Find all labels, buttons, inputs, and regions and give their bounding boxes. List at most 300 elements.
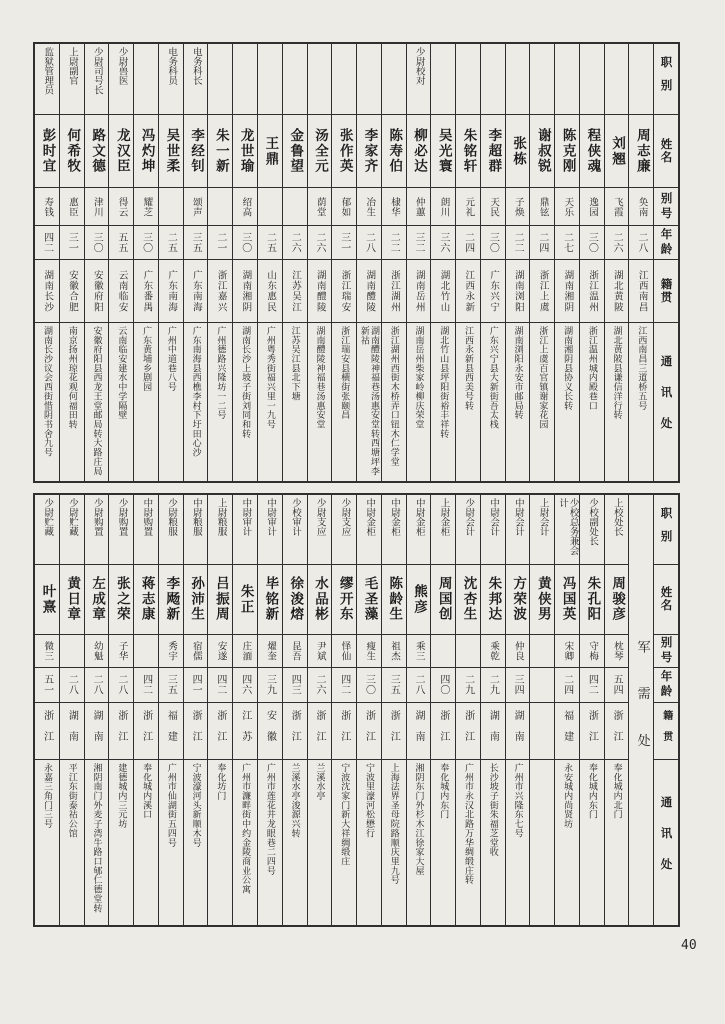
person-address: 永嘉三角门三号 <box>42 763 53 829</box>
age-cell <box>357 668 381 703</box>
person-column <box>133 44 158 481</box>
age-cell <box>258 226 282 260</box>
person-age: 三〇 <box>239 231 251 254</box>
title-cell <box>184 495 208 565</box>
title-cell <box>629 44 653 115</box>
person-age: 二九 <box>487 674 499 696</box>
name-cell <box>605 115 629 188</box>
person-age: 二五 <box>165 231 177 254</box>
person-alias: 朗川 <box>438 196 450 217</box>
origin-cell <box>605 703 629 760</box>
person-name: 路文德 <box>89 127 106 175</box>
person-age: 三〇 <box>586 231 598 254</box>
address-cell <box>332 760 356 925</box>
origin-cell <box>283 703 307 760</box>
person-origin: 浙江 <box>313 710 325 752</box>
person-name: 龙世瑜 <box>237 127 254 175</box>
person-column <box>554 495 579 925</box>
person-alias: 奂南 <box>636 196 648 217</box>
alias-cell <box>555 635 579 668</box>
alias-cell <box>407 635 431 668</box>
alias-cell <box>481 635 505 668</box>
title-cell <box>159 495 183 565</box>
person-age: 五一 <box>41 674 53 696</box>
person-origin: 广东南海 <box>166 269 178 313</box>
name-cell <box>85 565 109 635</box>
address-cell <box>258 323 282 481</box>
person-age: 二一 <box>214 231 226 254</box>
person-title: 中尉金柜 <box>389 498 400 536</box>
row-labels-column <box>653 495 678 925</box>
label-alias: 别号 <box>659 636 674 666</box>
age-cell <box>382 226 406 260</box>
label-address-cell <box>654 323 678 481</box>
address-cell <box>208 323 232 481</box>
person-title: 少校总务兼会计 <box>557 498 579 555</box>
person-age: 三〇 <box>487 231 499 254</box>
person-alias: 天乐 <box>562 196 574 217</box>
age-cell <box>580 668 604 703</box>
name-cell <box>283 565 307 635</box>
origin-cell <box>208 260 232 323</box>
title-cell <box>580 44 604 115</box>
address-cell <box>184 760 208 925</box>
name-cell <box>208 565 232 635</box>
person-name: 周国创 <box>435 576 452 623</box>
age-cell <box>283 668 307 703</box>
age-cell <box>109 668 133 703</box>
origin-cell <box>506 703 530 760</box>
title-cell <box>184 44 208 115</box>
alias-cell <box>357 635 381 668</box>
address-cell <box>605 760 629 925</box>
person-title: 中尉粮服 <box>190 498 202 536</box>
origin-cell <box>580 703 604 760</box>
address-cell <box>382 323 406 481</box>
person-address: 上海法界圣母院路顺庆里九号 <box>388 763 399 885</box>
person-title: 少尉司号长 <box>91 47 103 95</box>
person-address: 湖南岳州柴家岭柳庆荣堂 <box>413 326 424 429</box>
person-column <box>84 495 109 925</box>
address-cell <box>530 760 554 925</box>
label-origin-cell <box>654 260 678 323</box>
person-origin: 浙江 <box>190 710 202 752</box>
roster-table-bottom <box>33 493 680 927</box>
person-alias: 元礼 <box>463 196 475 217</box>
person-address: 永安城内尚贤坊 <box>562 763 573 829</box>
person-address: 江西永新县西美号转 <box>463 326 474 411</box>
age-cell <box>159 668 183 703</box>
name-cell <box>456 565 480 635</box>
address-cell <box>481 760 505 925</box>
person-age: 四〇 <box>437 674 449 696</box>
person-title: 上尉金柜 <box>438 498 450 536</box>
name-cell <box>629 115 653 188</box>
label-address-cell <box>654 760 678 925</box>
label-address: 通讯处 <box>659 795 674 890</box>
address-cell <box>357 760 381 925</box>
person-origin: 江西南昌 <box>636 269 648 313</box>
person-age: 四二 <box>41 231 53 254</box>
title-cell <box>134 44 158 115</box>
title-cell <box>258 495 282 565</box>
person-column <box>84 44 109 481</box>
person-address: 安徽府阳县西龙王堂邮局转大路庄局 <box>91 326 102 476</box>
person-name: 熊彦 <box>411 584 428 615</box>
person-alias: 瘦生 <box>364 641 376 661</box>
title-cell <box>481 44 505 115</box>
address-cell <box>283 323 307 481</box>
label-name-cell <box>654 115 678 188</box>
person-alias: 乘乾 <box>488 641 500 661</box>
person-name: 吴世柔 <box>163 127 180 175</box>
page-number: 40 <box>681 938 697 953</box>
address-cell <box>481 323 505 481</box>
person-origin: 广东兴宁 <box>488 269 500 313</box>
person-alias: 枕琴 <box>611 641 623 661</box>
alias-cell <box>85 635 109 668</box>
person-column <box>307 44 332 481</box>
title-cell <box>35 44 59 115</box>
address-cell <box>35 323 59 481</box>
alias-cell <box>134 635 158 668</box>
person-origin: 江苏 <box>239 710 251 752</box>
person-age: 三五 <box>388 674 400 696</box>
alias-cell <box>431 635 455 668</box>
age-cell <box>555 668 579 703</box>
origin-cell <box>481 260 505 323</box>
person-name: 吕振周 <box>212 576 229 623</box>
person-column <box>257 44 282 481</box>
name-cell <box>382 565 406 635</box>
person-title: 少尉兽医 <box>116 47 128 85</box>
person-alias: 守梅 <box>587 641 599 661</box>
person-origin: 浙江 <box>462 710 474 752</box>
person-address: 江西南昌三道桥五号 <box>636 326 647 411</box>
address-cell <box>85 760 109 925</box>
person-origin: 湖南 <box>487 710 499 752</box>
person-name: 陈龄生 <box>386 576 403 623</box>
person-column <box>480 44 505 481</box>
label-title: 职别 <box>659 506 674 553</box>
address-cell <box>580 760 604 925</box>
origin-cell <box>109 703 133 760</box>
alias-cell <box>530 635 554 668</box>
name-cell <box>407 115 431 188</box>
person-column <box>59 495 84 925</box>
address-cell <box>407 323 431 481</box>
title-cell <box>332 495 356 565</box>
person-column <box>232 44 257 481</box>
person-age: 三五 <box>190 231 202 254</box>
title-cell <box>85 44 109 115</box>
title-cell <box>283 44 307 115</box>
person-title: 上尉会计 <box>537 498 549 536</box>
name-cell <box>332 115 356 188</box>
age-cell <box>555 226 579 260</box>
person-origin: 湖南 <box>413 710 425 752</box>
alias-cell <box>109 188 133 226</box>
person-origin: 浙江 <box>289 710 301 752</box>
age-cell <box>35 226 59 260</box>
alias-cell <box>35 635 59 668</box>
age-cell <box>233 668 257 703</box>
person-name: 张作英 <box>336 127 353 175</box>
title-cell <box>283 495 307 565</box>
label-alias-cell <box>654 188 678 226</box>
title-cell <box>382 495 406 565</box>
person-column <box>529 495 554 925</box>
origin-cell <box>506 260 530 323</box>
person-column <box>554 44 579 481</box>
origin-cell <box>456 703 480 760</box>
age-cell <box>431 668 455 703</box>
person-age: 二六 <box>313 674 325 696</box>
title-cell <box>456 495 480 565</box>
person-title: 少尉会计 <box>463 498 475 536</box>
origin-cell <box>555 703 579 760</box>
alias-cell <box>382 188 406 226</box>
age-cell <box>208 226 232 260</box>
alias-cell <box>530 188 554 226</box>
origin-cell <box>208 703 232 760</box>
alias-cell <box>159 635 183 668</box>
address-cell <box>382 760 406 925</box>
name-cell <box>159 115 183 188</box>
person-origin: 福建 <box>165 710 177 752</box>
label-age: 年龄 <box>659 670 674 700</box>
title-cell <box>580 495 604 565</box>
person-alias: 天民 <box>488 196 500 217</box>
title-cell <box>134 495 158 565</box>
person-title: 中尉会计 <box>488 498 500 536</box>
person-origin: 安徽合肥 <box>67 269 79 313</box>
person-age: 四三 <box>289 674 301 696</box>
origin-cell <box>85 260 109 323</box>
person-column <box>455 44 480 481</box>
person-age: 二六 <box>313 231 325 254</box>
person-address: 奉化城内北门 <box>611 763 622 820</box>
origin-cell <box>431 703 455 760</box>
person-age: 四二 <box>214 674 226 696</box>
person-origin: 湖南 <box>91 710 103 752</box>
person-age: 三〇 <box>363 674 375 696</box>
person-origin: 安徽 <box>264 710 276 752</box>
origin-cell <box>530 260 554 323</box>
age-cell <box>109 226 133 260</box>
person-origin: 广东番禺 <box>141 269 153 313</box>
person-column <box>356 44 381 481</box>
person-origin: 湖南湘阴 <box>562 269 574 313</box>
alias-cell <box>60 635 84 668</box>
person-address: 奉化城内溪口 <box>141 763 152 820</box>
person-origin: 浙江 <box>140 710 152 752</box>
person-name: 黄日章 <box>64 576 81 623</box>
alias-cell <box>134 188 158 226</box>
person-address: 广东南海县西樵李村下圩田心沙 <box>190 326 201 458</box>
person-name: 汤全元 <box>311 127 328 175</box>
origin-cell <box>580 260 604 323</box>
person-age: 二四 <box>561 674 573 696</box>
label-alias-cell <box>654 635 678 668</box>
alias-cell <box>555 188 579 226</box>
person-address: 湖北竹山县坪阳街裕丰祥转 <box>438 326 449 439</box>
person-column <box>331 495 356 925</box>
person-age: 二二 <box>512 231 524 254</box>
name-cell <box>134 115 158 188</box>
person-address: 南京扬州琼花观何福田转 <box>66 326 77 429</box>
person-origin: 浙江 <box>363 710 375 752</box>
person-name: 张之荣 <box>113 576 130 623</box>
person-address: 宁波里濠河松懋行 <box>363 763 374 838</box>
age-cell <box>456 668 480 703</box>
person-name: 程侠魂 <box>584 127 601 175</box>
person-column <box>579 495 604 925</box>
alias-cell <box>308 188 332 226</box>
person-origin: 湖北竹山 <box>438 269 450 313</box>
alias-cell <box>109 635 133 668</box>
alias-cell <box>283 635 307 668</box>
origin-cell <box>233 260 257 323</box>
person-column <box>505 495 530 925</box>
person-origin: 福建 <box>561 710 573 752</box>
address-cell <box>357 323 381 481</box>
title-cell <box>60 44 84 115</box>
person-name: 黄侠男 <box>534 576 551 623</box>
person-alias: 仲良 <box>512 641 524 661</box>
person-column <box>604 44 629 481</box>
person-name: 水品彬 <box>311 576 328 623</box>
person-age: 二八 <box>91 674 103 696</box>
address-cell <box>35 760 59 925</box>
origin-cell <box>456 260 480 323</box>
person-title: 电务科长 <box>190 47 202 85</box>
address-cell <box>233 323 257 481</box>
label-title-cell <box>654 44 678 115</box>
person-address: 奉化坊门 <box>215 763 226 801</box>
person-address: 广东兴宁县大新街吾太栈 <box>487 326 498 429</box>
name-cell <box>407 565 431 635</box>
address-cell <box>506 323 530 481</box>
age-cell <box>629 226 653 260</box>
person-name: 左成章 <box>89 576 106 623</box>
name-cell <box>506 565 530 635</box>
person-title: 中尉会计 <box>512 498 524 536</box>
person-address: 江苏吴江县北下塘 <box>289 326 300 401</box>
age-cell <box>233 226 257 260</box>
person-address: 兰溪水亭浚源兴转 <box>289 763 300 838</box>
person-age: 三二 <box>413 231 425 254</box>
person-title: 电务科员 <box>166 47 178 85</box>
person-title: 上校处长 <box>611 498 623 536</box>
name-cell <box>60 565 84 635</box>
alias-cell <box>580 188 604 226</box>
person-address: 湖南长沙议会西街惜阴书舍九号 <box>42 326 53 458</box>
name-cell <box>555 115 579 188</box>
title-cell <box>530 495 554 565</box>
name-cell <box>506 115 530 188</box>
person-address: 湖北黄陂县谦信洋行转 <box>611 326 622 420</box>
origin-cell <box>407 260 431 323</box>
address-cell <box>332 323 356 481</box>
age-cell <box>456 226 480 260</box>
person-column <box>529 44 554 481</box>
origin-cell <box>159 260 183 323</box>
person-address: 宁波沈家门新大祥绸缎庄 <box>339 763 350 866</box>
age-cell <box>580 226 604 260</box>
person-name: 缪开东 <box>336 576 353 623</box>
age-cell <box>283 226 307 260</box>
origin-cell <box>357 703 381 760</box>
title-cell <box>407 495 431 565</box>
person-origin: 浙江上虞 <box>537 269 549 313</box>
person-origin: 浙江 <box>338 710 350 752</box>
address-cell <box>109 760 133 925</box>
title-cell <box>357 495 381 565</box>
address-cell <box>109 323 133 481</box>
person-name: 彭时宜 <box>39 127 56 175</box>
person-name: 谢叔锐 <box>534 127 551 175</box>
person-name: 朱邦达 <box>485 576 502 623</box>
person-name: 方荣波 <box>510 576 527 623</box>
person-address: 湘阴南门外麦子湾牛路口郇仁德堂转 <box>91 763 102 913</box>
alias-cell <box>506 635 530 668</box>
person-title: 监狱管理员 <box>42 47 54 95</box>
age-cell <box>382 668 406 703</box>
person-origin: 湖南长沙 <box>42 269 54 313</box>
person-alias: 惠臣 <box>67 196 79 217</box>
person-alias: 燿奎 <box>265 641 277 661</box>
address-cell <box>60 323 84 481</box>
alias-cell <box>283 188 307 226</box>
origin-cell <box>382 260 406 323</box>
address-cell <box>555 760 579 925</box>
person-alias: 宋卿 <box>562 641 574 661</box>
person-title: 少尉支应 <box>339 498 351 536</box>
person-title: 少尉粮服 <box>166 498 178 536</box>
label-origin: 籍贯 <box>660 710 672 752</box>
address-cell <box>629 323 653 481</box>
person-title: 少尉购置 <box>91 498 103 536</box>
title-cell <box>109 44 133 115</box>
alias-cell <box>258 188 282 226</box>
name-cell <box>481 115 505 188</box>
person-name: 周骏彦 <box>609 576 626 623</box>
alias-cell <box>60 188 84 226</box>
name-cell <box>580 565 604 635</box>
person-title: 中尉审计 <box>265 498 277 536</box>
origin-cell <box>184 703 208 760</box>
person-column <box>35 495 59 925</box>
person-alias: 寿钱 <box>42 196 54 217</box>
label-name: 姓名 <box>659 137 674 165</box>
name-cell <box>382 115 406 188</box>
age-cell <box>332 668 356 703</box>
person-name: 周志廉 <box>633 127 650 175</box>
person-age: 三四 <box>512 674 524 696</box>
age-cell <box>605 668 629 703</box>
person-title: 上尉粮服 <box>215 498 227 536</box>
label-age: 年龄 <box>659 227 674 258</box>
age-cell <box>208 668 232 703</box>
person-address: 广州市永汉北路万华绸缎庄转 <box>463 763 474 885</box>
alias-cell <box>332 635 356 668</box>
person-column <box>158 44 183 481</box>
person-column <box>579 44 604 481</box>
age-cell <box>159 226 183 260</box>
person-alias: 乘三 <box>413 641 425 661</box>
title-cell <box>431 495 455 565</box>
